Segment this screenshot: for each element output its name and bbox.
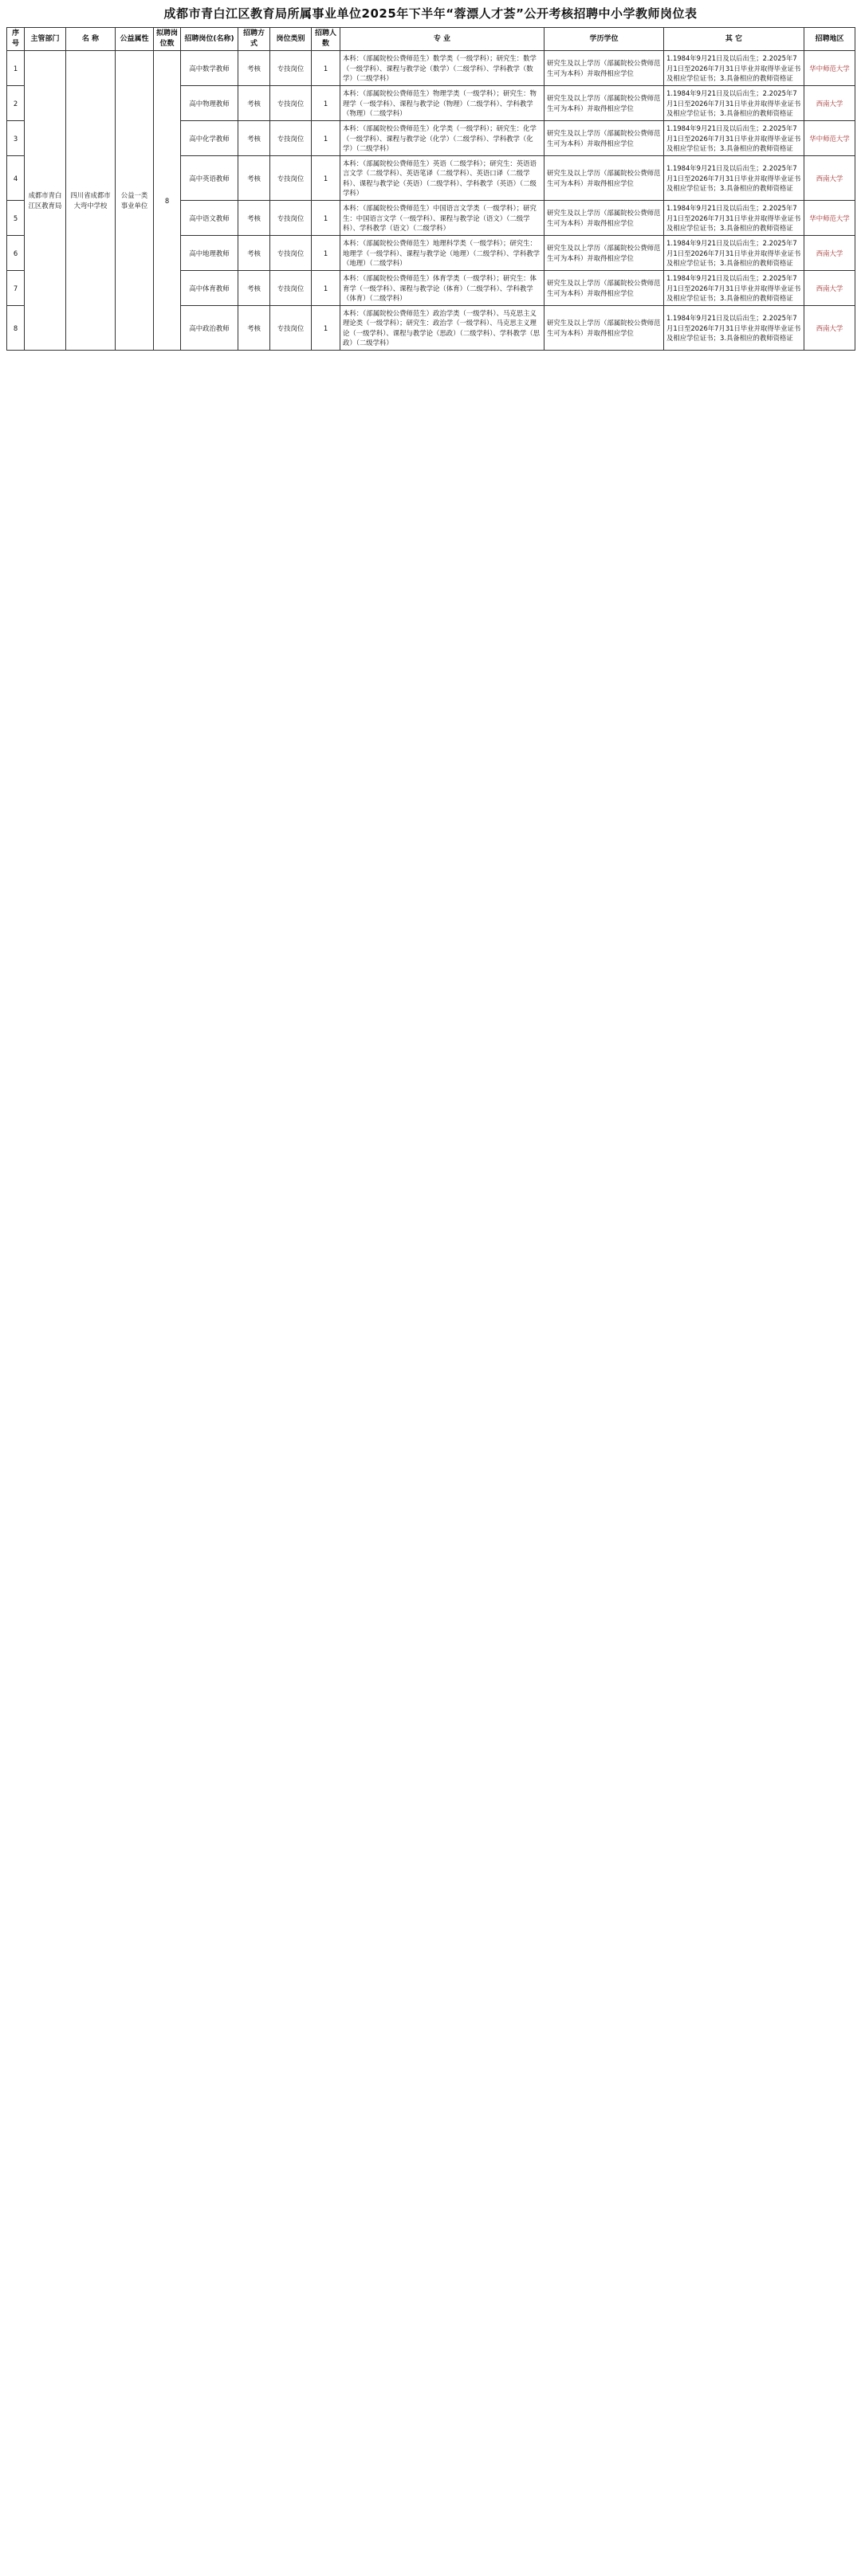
page-title: 成都市青白江区教育局所属事业单位2025年下半年“蓉漂人才荟”公开考核招聘中小学教师岗位表	[163, 6, 698, 21]
row-post: 高中政治教师	[181, 306, 238, 351]
row-region: 西南大学	[804, 306, 855, 351]
row-type: 专技岗位	[270, 236, 312, 271]
row-region: 华中师范大学	[804, 121, 855, 156]
row-num: 1	[312, 271, 340, 306]
row-region: 华中师范大学	[804, 51, 855, 86]
row-post: 高中化学教师	[181, 121, 238, 156]
row-no: 6	[7, 236, 25, 271]
row-region: 西南大学	[804, 271, 855, 306]
row-num: 1	[312, 306, 340, 351]
group-dept: 成都市青白江区教育局	[25, 51, 66, 351]
header-row	[7, 28, 855, 51]
header-major: 专 业	[340, 28, 545, 51]
row-other: 1.1984年9月21日及以后出生；2.2025年7月1日至2026年7月31日毕业并取得毕业证书及相应学位证书；3.具备相应的教师资格证	[664, 156, 804, 201]
row-method: 考核	[238, 236, 270, 271]
row-other: 1.1984年9月21日及以后出生；2.2025年7月1日至2026年7月31日毕业并取得毕业证书及相应学位证书；3.具备相应的教师资格证	[664, 51, 804, 86]
row-no: 2	[7, 86, 25, 121]
header-edu: 学历学位	[545, 28, 664, 51]
row-other: 1.1984年9月21日及以后出生；2.2025年7月1日至2026年7月31日毕业并取得毕业证书及相应学位证书；3.具备相应的教师资格证	[664, 201, 804, 236]
row-method: 考核	[238, 51, 270, 86]
row-edu: 研究生及以上学历（部属院校公费师范生可为本科）并取得相应学位	[545, 51, 664, 86]
header-unit: 名 称	[66, 28, 116, 51]
row-type: 专技岗位	[270, 51, 312, 86]
row-edu: 研究生及以上学历（部属院校公费师范生可为本科）并取得相应学位	[545, 86, 664, 121]
row-type: 专技岗位	[270, 201, 312, 236]
row-no: 1	[7, 51, 25, 86]
row-type: 专技岗位	[270, 86, 312, 121]
row-other: 1.1984年9月21日及以后出生；2.2025年7月1日至2026年7月31日毕业并取得毕业证书及相应学位证书；3.具备相应的教师资格证	[664, 306, 804, 351]
row-edu: 研究生及以上学历（部属院校公费师范生可为本科）并取得相应学位	[545, 236, 664, 271]
row-method: 考核	[238, 271, 270, 306]
header-attr: 公益属性	[116, 28, 154, 51]
row-other: 1.1984年9月21日及以后出生；2.2025年7月1日至2026年7月31日毕业并取得毕业证书及相应学位证书；3.具备相应的教师资格证	[664, 86, 804, 121]
row-type: 专技岗位	[270, 306, 312, 351]
row-edu: 研究生及以上学历（部属院校公费师范生可为本科）并取得相应学位	[545, 156, 664, 201]
row-num: 1	[312, 86, 340, 121]
row-no: 5	[7, 201, 25, 236]
row-major: 本科：（部属院校公费师范生）物理学类（一级学科）；研究生：物理学（一级学科）、课程与教学论（物理）（二级学科）、学科教学（物理）（二级学科）	[340, 86, 545, 121]
row-region: 西南大学	[804, 236, 855, 271]
row-post: 高中地理教师	[181, 236, 238, 271]
group-attr: 公益一类事业单位	[116, 51, 154, 351]
row-edu: 研究生及以上学历（部属院校公费师范生可为本科）并取得相应学位	[545, 121, 664, 156]
header-num: 招聘人数	[312, 28, 340, 51]
row-num: 1	[312, 236, 340, 271]
row-no: 4	[7, 156, 25, 201]
header-type: 岗位类别	[270, 28, 312, 51]
row-method: 考核	[238, 86, 270, 121]
row-major: 本科：（部属院校公费师范生）地理科学类（一级学科）；研究生：地理学（一级学科）、课程与教学论（地理）（二级学科）、学科教学（地理）（二级学科）	[340, 236, 545, 271]
row-region: 华中师范大学	[804, 201, 855, 236]
header-no: 序号	[7, 28, 25, 51]
group-unit: 四川省成都市大弯中学校	[66, 51, 116, 351]
row-edu: 研究生及以上学历（部属院校公费师范生可为本科）并取得相应学位	[545, 271, 664, 306]
job-table	[6, 27, 855, 351]
row-method: 考核	[238, 156, 270, 201]
table-row	[7, 51, 855, 86]
row-other: 1.1984年9月21日及以后出生；2.2025年7月1日至2026年7月31日毕业并取得毕业证书及相应学位证书；3.具备相应的教师资格证	[664, 121, 804, 156]
row-num: 1	[312, 51, 340, 86]
row-other: 1.1984年9月21日及以后出生；2.2025年7月1日至2026年7月31日毕业并取得毕业证书及相应学位证书；3.具备相应的教师资格证	[664, 236, 804, 271]
row-edu: 研究生及以上学历（部属院校公费师范生可为本科）并取得相应学位	[545, 201, 664, 236]
row-post: 高中体育教师	[181, 271, 238, 306]
header-region: 招聘地区	[804, 28, 855, 51]
row-method: 考核	[238, 306, 270, 351]
row-other: 1.1984年9月21日及以后出生；2.2025年7月1日至2026年7月31日毕业并取得毕业证书及相应学位证书；3.具备相应的教师资格证	[664, 271, 804, 306]
row-method: 考核	[238, 121, 270, 156]
row-type: 专技岗位	[270, 156, 312, 201]
group-count: 8	[154, 51, 181, 351]
row-method: 考核	[238, 201, 270, 236]
row-post: 高中物理教师	[181, 86, 238, 121]
row-num: 1	[312, 121, 340, 156]
row-major: 本科：（部属院校公费师范生）政治学类（一级学科）、马克思主义理论类（一级学科）；研究生：政治学（一级学科）、马克思主义理论（一级学科）、课程与教学论（思政）（二级学科）、学科教学（思政）（二级学科）	[340, 306, 545, 351]
row-major: 本科：（部属院校公费师范生）化学类（一级学科）；研究生：化学（一级学科）、课程与教学论（化学）（二级学科）、学科教学（化学）（二级学科）	[340, 121, 545, 156]
header-other: 其 它	[664, 28, 804, 51]
row-post: 高中语文教师	[181, 201, 238, 236]
row-post: 高中数学教师	[181, 51, 238, 86]
header-count: 拟聘岗位数	[154, 28, 181, 51]
row-post: 高中英语教师	[181, 156, 238, 201]
header-dept: 主管部门	[25, 28, 66, 51]
header-method: 招聘方式	[238, 28, 270, 51]
row-region: 西南大学	[804, 156, 855, 201]
row-major: 本科：（部属院校公费师范生）数学类（一级学科）；研究生：数学（一级学科）、课程与教学论（数学）（二级学科）、学科教学（数学）（二级学科）	[340, 51, 545, 86]
row-major: 本科：（部属院校公费师范生）英语（二级学科）；研究生：英语语言文学（二级学科）、英语笔译（二级学科）、英语口译（二级学科）、课程与教学论（英语）（二级学科）、学科教学（英语）（二级学科）	[340, 156, 545, 201]
row-no: 7	[7, 271, 25, 306]
row-num: 1	[312, 156, 340, 201]
row-type: 专技岗位	[270, 271, 312, 306]
row-no: 3	[7, 121, 25, 156]
row-edu: 研究生及以上学历（部属院校公费师范生可为本科）并取得相应学位	[545, 306, 664, 351]
header-post: 招聘岗位(名称)	[181, 28, 238, 51]
row-num: 1	[312, 201, 340, 236]
row-major: 本科：（部属院校公费师范生）体育学类（一级学科）；研究生：体育学（一级学科）、课程与教学论（体育）（二级学科）、学科教学（体育）（二级学科）	[340, 271, 545, 306]
row-region: 西南大学	[804, 86, 855, 121]
row-no: 8	[7, 306, 25, 351]
row-major: 本科：（部属院校公费师范生）中国语言文学类（一级学科）；研究生：中国语言文学（一级学科）、课程与教学论（语文）（二级学科）、学科教学（语文）（二级学科）	[340, 201, 545, 236]
row-type: 专技岗位	[270, 121, 312, 156]
